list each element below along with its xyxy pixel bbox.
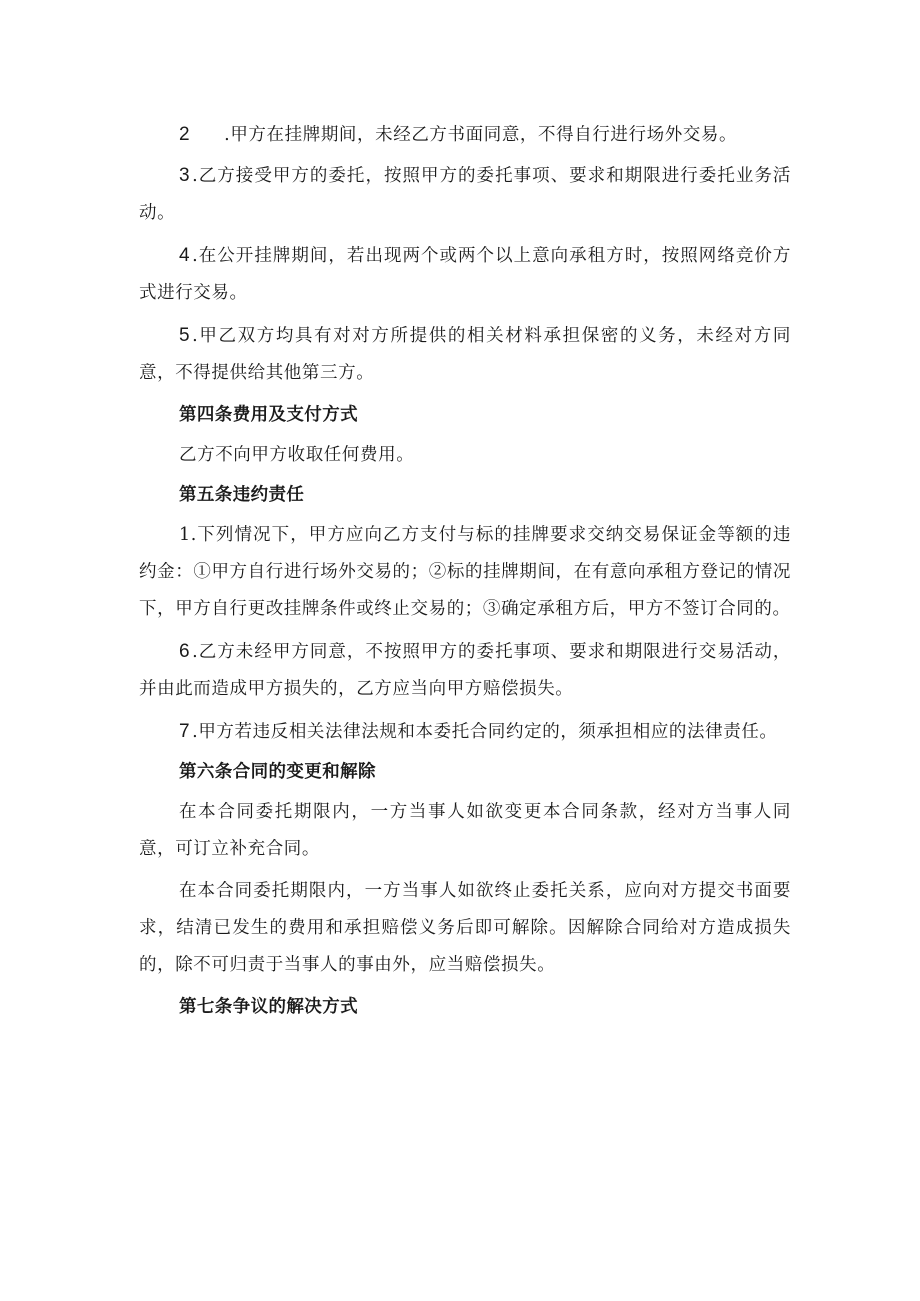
article-5-clause-1: 1.下列情况下，甲方应向乙方支付与标的挂牌要求交纳交易保证金等额的违约金：①甲方自行进行场外交易的；②标的挂牌期间，在有意向承租方登记的情况下，甲方自行更改挂牌条件或终止交易的；③确定承租方后，甲方不签订合同的。 (139, 525, 791, 619)
clause-2 (139, 116, 791, 154)
clause-number: 7 (179, 721, 191, 742)
clause-number: 2 (179, 124, 191, 145)
article-6-para-1: 在本合同委托期限内，一方当事人如欲变更本合同条款，经对方当事人同意，可订立补充合同。 (139, 802, 791, 859)
article-4-body: 乙方不向甲方收取任何费用。 (179, 445, 415, 465)
article-7-heading: 第七条争议的解决方式 (179, 997, 358, 1017)
clause-number: 3 (179, 165, 191, 186)
clause-text: .甲方若违反相关法律法规和本委托合同约定的，须承担相应的法律责任。 (192, 722, 778, 742)
clause-6 (139, 633, 791, 708)
clause-text: .乙方接受甲方的委托，按照甲方的委托事项、要求和期限进行委托业务活动。 (139, 166, 791, 223)
clause-text: .甲乙双方均具有对对方所提供的相关材料承担保密的义务，未经对方同意，不得提供给其他第三方。 (139, 326, 791, 383)
clause-number: 4 (179, 245, 191, 266)
clause-number: 5 (179, 325, 191, 346)
article-6-para-2: 在本合同委托期限内，一方当事人如欲终止委托关系，应向对方提交书面要求，结清已发生的费用和承担赔偿义务后即可解除。因解除合同给对方造成损失的，除不可归责于当事人的事由外，应当赔偿损失。 (139, 881, 791, 975)
clause-3 (139, 157, 791, 232)
article-4-heading: 第四条费用及支付方式 (179, 405, 358, 425)
clause-5 (139, 317, 791, 392)
clause-number: 6 (179, 641, 191, 662)
clause-text: .甲方在挂牌期间，未经乙方书面同意，不得自行进行场外交易。 (224, 125, 738, 145)
clause-text: .在公开挂牌期间，若出现两个或两个以上意向承租方时，按照网络竞价方式进行交易。 (139, 246, 791, 303)
clause-text: .乙方未经甲方同意，不按照甲方的委托事项、要求和期限进行交易活动，并由此而造成甲方损失的，乙方应当向甲方赔偿损失。 (139, 642, 791, 699)
clause-4 (139, 237, 791, 312)
clause-7 (139, 713, 791, 751)
article-6-heading: 第六条合同的变更和解除 (179, 762, 376, 782)
article-5-heading: 第五条违约责任 (179, 485, 305, 505)
contract-body (139, 116, 791, 1029)
